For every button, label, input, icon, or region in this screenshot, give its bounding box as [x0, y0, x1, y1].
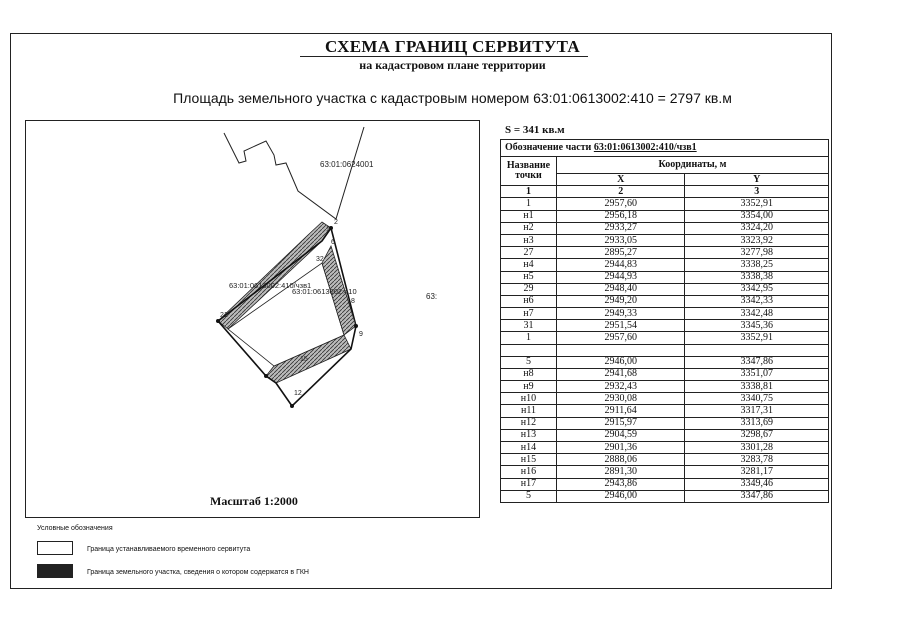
table-row — [501, 441, 829, 453]
x-cell: 2911,64 — [556, 405, 685, 417]
table-row — [501, 259, 829, 271]
point-name-cell: 5 — [501, 490, 557, 502]
table-row — [501, 466, 829, 478]
table-row-separator — [501, 344, 829, 356]
point-name-cell: 1 — [501, 198, 557, 210]
point-name-cell: 31 — [501, 320, 557, 332]
table-row — [501, 198, 829, 210]
y-cell: 3352,91 — [685, 198, 829, 210]
svg-text:12: 12 — [294, 390, 302, 397]
table-row — [501, 308, 829, 320]
table-row — [501, 478, 829, 490]
x-cell: 2944,93 — [556, 271, 685, 283]
svg-text:8: 8 — [351, 298, 355, 305]
table-row — [501, 234, 829, 246]
x-cell: 2933,05 — [556, 234, 685, 246]
svg-text:15: 15 — [300, 356, 308, 363]
point-name-cell: н1 — [501, 210, 557, 222]
table-row — [501, 356, 829, 368]
x-cell: 2915,97 — [556, 417, 685, 429]
empty-cell — [501, 344, 557, 356]
y-cell: 3352,91 — [685, 332, 829, 344]
table-row — [501, 332, 829, 344]
point-name-cell: н12 — [501, 417, 557, 429]
point-name-cell: 27 — [501, 247, 557, 259]
point-name-cell: 5 — [501, 356, 557, 368]
x-cell: 2946,00 — [556, 356, 685, 368]
x-cell: 2891,30 — [556, 466, 685, 478]
point-name-cell: н16 — [501, 466, 557, 478]
edge-parcel-label: 63: — [426, 292, 438, 301]
x-cell: 2957,60 — [556, 332, 685, 344]
y-cell: 3338,81 — [685, 381, 829, 393]
point-name-cell: н2 — [501, 222, 557, 234]
title-underline — [300, 56, 588, 57]
x-cell: 2948,40 — [556, 283, 685, 295]
point-name-cell: н17 — [501, 478, 557, 490]
x-cell: 2957,60 — [556, 198, 685, 210]
map-scale: Масштаб 1:2000 — [210, 494, 298, 508]
x-cell: 2946,00 — [556, 490, 685, 502]
y-cell: 3301,28 — [685, 441, 829, 453]
x-cell: 2901,36 — [556, 441, 685, 453]
x-cell: 2943,86 — [556, 478, 685, 490]
table-row — [501, 454, 829, 466]
point-name-cell: н11 — [501, 405, 557, 417]
point-name-cell: н9 — [501, 381, 557, 393]
y-cell: 3313,69 — [685, 417, 829, 429]
legend-swatch-parcel — [37, 564, 73, 578]
x-cell: 2895,27 — [556, 247, 685, 259]
x-cell: 2930,08 — [556, 393, 685, 405]
y-cell: 3345,36 — [685, 320, 829, 332]
y-cell: 3347,86 — [685, 356, 829, 368]
table-row — [501, 393, 829, 405]
svg-text:21: 21 — [220, 312, 228, 319]
neighbor-parcel-boundary — [224, 127, 364, 219]
table-row — [501, 405, 829, 417]
svg-text:1: 1 — [326, 226, 330, 233]
map-drawing — [26, 121, 481, 519]
coordinates-table — [500, 139, 829, 503]
point-name-cell: н14 — [501, 441, 557, 453]
x-cell: 2941,68 — [556, 368, 685, 380]
empty-cell — [556, 344, 685, 356]
x-cell: 2949,20 — [556, 295, 685, 307]
y-cell: 3283,78 — [685, 454, 829, 466]
point-name-cell: н13 — [501, 429, 557, 441]
point-name-cell: н6 — [501, 295, 557, 307]
point-name-cell: н15 — [501, 454, 557, 466]
y-cell: 3317,31 — [685, 405, 829, 417]
y-cell: 3351,07 — [685, 368, 829, 380]
svg-text:9: 9 — [359, 331, 363, 338]
table-row — [501, 271, 829, 283]
x-cell: 2949,33 — [556, 308, 685, 320]
y-cell: 3342,33 — [685, 295, 829, 307]
y-cell: 3324,20 — [685, 222, 829, 234]
neighbor-parcel-label: 63:01:0624001 — [320, 160, 374, 169]
col-num-3: 3 — [685, 186, 829, 198]
servitude-area: S = 341 кв.м — [505, 124, 565, 136]
legend-text-parcel: Граница земельного участка, сведения о котором содержатся в ГКН — [87, 569, 309, 576]
designation-value: 63:01:0613002:410/чзв1 — [593, 142, 697, 153]
y-cell: 3342,95 — [685, 283, 829, 295]
point-name-cell: н5 — [501, 271, 557, 283]
point-name-cell: 1 — [501, 332, 557, 344]
empty-cell — [685, 344, 829, 356]
y-cell: 3338,38 — [685, 271, 829, 283]
document-subtitle: на кадастровом плане территории — [359, 58, 546, 72]
area-statement: Площадь земельного участка с кадастровым номером 63:01:0613002:410 = 2797 кв.м — [173, 90, 732, 106]
col-num-1: 1 — [501, 186, 557, 198]
x-cell: 2888,06 — [556, 454, 685, 466]
y-cell: 3347,86 — [685, 490, 829, 502]
col-coords: Координаты, м — [556, 157, 828, 174]
table-row — [501, 247, 829, 259]
legend-text-servitude: Граница устанавливаемого временного сервитута — [87, 546, 251, 553]
table-row — [501, 210, 829, 222]
table-row — [501, 320, 829, 332]
table-row — [501, 417, 829, 429]
point-name-cell: н4 — [501, 259, 557, 271]
point-name-cell: н7 — [501, 308, 557, 320]
y-cell: 3349,46 — [685, 478, 829, 490]
document-title: СХЕМА ГРАНИЦ СЕРВИТУТА — [0, 37, 905, 57]
table-row — [501, 283, 829, 295]
legend-swatch-servitude — [37, 541, 73, 555]
y-cell: 3323,92 — [685, 234, 829, 246]
x-cell: 2951,54 — [556, 320, 685, 332]
point-name-cell: н10 — [501, 393, 557, 405]
col-y: Y — [685, 174, 829, 186]
table-row — [501, 381, 829, 393]
y-cell: 3338,25 — [685, 259, 829, 271]
y-cell: 3354,00 — [685, 210, 829, 222]
x-cell: 2933,27 — [556, 222, 685, 234]
x-cell: 2956,18 — [556, 210, 685, 222]
table-row — [501, 368, 829, 380]
parcel-label: 63:01:0613002:410 — [292, 287, 357, 296]
x-cell: 2932,43 — [556, 381, 685, 393]
y-cell: 3277,98 — [685, 247, 829, 259]
designation-cell: Обозначение части 63:01:0613002:410/чзв1 — [501, 140, 829, 157]
cadastral-map — [25, 120, 480, 518]
table-row — [501, 429, 829, 441]
point-name-cell: н3 — [501, 234, 557, 246]
point-name-cell: н8 — [501, 368, 557, 380]
svg-text:32: 32 — [316, 256, 324, 263]
table-row — [501, 295, 829, 307]
y-cell: 3281,17 — [685, 466, 829, 478]
y-cell: 3298,67 — [685, 429, 829, 441]
point-name-cell: 29 — [501, 283, 557, 295]
svg-text:2: 2 — [334, 219, 338, 226]
table-row — [501, 490, 829, 502]
col-x: X — [556, 174, 685, 186]
y-cell: 3340,75 — [685, 393, 829, 405]
x-cell: 2904,59 — [556, 429, 685, 441]
svg-text:6: 6 — [331, 239, 335, 246]
y-cell: 3342,48 — [685, 308, 829, 320]
col-num-2: 2 — [556, 186, 685, 198]
col-point-name: Название точки — [501, 157, 557, 186]
legend-title: Условные обозначения — [37, 525, 113, 532]
part-label: 63:01:0613002:410/чзв1 — [229, 281, 312, 290]
table-row — [501, 222, 829, 234]
x-cell: 2944,83 — [556, 259, 685, 271]
